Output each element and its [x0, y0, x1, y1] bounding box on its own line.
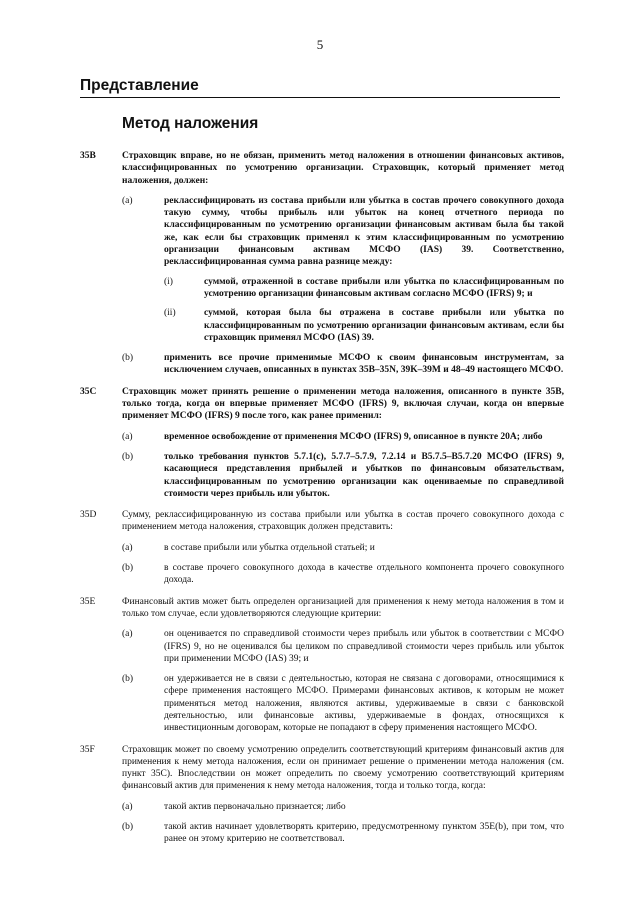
paragraph-number: 35B — [80, 151, 96, 161]
page-number: 5 — [316, 37, 324, 52]
paragraph-35e — [80, 596, 564, 735]
list-item-text: в составе прочего совокупного дохода в качестве отдельного компонента прочего совокупного дохода. — [164, 563, 564, 586]
sub-list-item — [164, 307, 564, 344]
list-item-label: (a) — [122, 542, 133, 553]
list-item — [122, 431, 564, 443]
list-item-label: (a) — [122, 195, 133, 206]
paragraph-text: Финансовый актив может быть определен организацией для применения к нему метода наложения в том и только том случае, если удовлетворяются следующие критерии: — [122, 596, 564, 619]
paragraph-35c — [80, 386, 564, 500]
document-body — [80, 150, 564, 855]
sub-list-item-text: суммой, отраженной в составе прибыли или убытка по классифицированным по усмотрению организации финансовым активам согласно МСФО (IFRS) 9; и — [204, 276, 564, 299]
list-item-label: (a) — [122, 431, 133, 442]
section-title: Представление — [80, 77, 199, 94]
list-item — [122, 451, 564, 500]
list-item-text: он удерживается не в связи с деятельностью, которая не связана с договорами, относящимися к сфере применения настоящего МСФО. Примерами финансовых активов, к которым не может применяться метод наложения, являются активы, удерживаемые в связи с банковской деятельностью, или финансовые активы, удерживаемые в фондах, относящихся к инвестиционным договорам, которые не попадают в сферу применения настоящего МСФО. — [164, 674, 564, 734]
list-item-text: только требования пунктов 5.7.1(c), 5.7.7–5.7.9, 7.2.14 и B5.7.5–B5.7.20 МСФО (IFRS) 9, касающиеся представления прибылей и убытков по финансовым обязательствам, классифицированным по усмотрению организации как оцениваемые по справедливой стоимости через прибыль или убыток. — [164, 451, 564, 499]
sub-list-item-label: (i) — [164, 276, 173, 287]
list-item-label: (b) — [122, 451, 134, 462]
list-item — [122, 562, 564, 587]
list-item — [122, 195, 564, 344]
sub-list-item-label: (ii) — [164, 308, 176, 319]
paragraph-35b — [80, 150, 564, 377]
list-item-label: (b) — [122, 674, 134, 685]
paragraph-number: 35F — [80, 744, 95, 755]
list-item — [122, 628, 564, 665]
paragraph-35f — [80, 744, 564, 846]
list-item-text: временное освобождение от применения МСФО (IFRS) 9, описанное в пункте 20A; либо — [164, 431, 543, 442]
paragraph-number: 35E — [80, 596, 96, 607]
list-item — [122, 821, 564, 846]
list-item-text: применить все прочие применимые МСФО к своим финансовым инструментам, за исключением случаев, описанных в пунктах 35B–35N, 39K–39M и 48–49 настоящего МСФО. — [164, 353, 564, 376]
paragraph-text: Сумму, реклассифицированную из состава прибыли или убытка в состав прочего совокупного дохода с применением метода наложения, страховщик должен представить: — [122, 510, 564, 533]
paragraph-number: 35D — [80, 510, 97, 521]
sub-list-item — [164, 276, 564, 301]
paragraph-text: Страховщик может по своему усмотрению определить соответствующий критериям финансовый актив для применения к нему метода наложения, если он принимает решение о применении метода наложения (см. пункт 35C). Впоследствии он может определить по своему усмотрению соответствующий критериям финансовый актив для применения к нему метода наложения, тогда и только тогда, когда: — [122, 744, 564, 792]
list-item — [122, 352, 564, 377]
list-item-text: реклассифицировать из состава прибыли или убытка в состав прочего совокупного дохода такую сумму, чтобы прибыль или убыток на конец отчетного периода по классифицированным по усмотрению организации финансовым активам была бы такой же, как если бы страховщик применял к этим классифицированным по усмотрению организации финансовым активам МСФО (IAS) 39. Соответственно, реклассифицированная сумма равна разнице между: — [164, 195, 564, 268]
list-item-text: в составе прибыли или убытка отдельной статьей; и — [164, 542, 375, 553]
list-item-text: он оценивается по справедливой стоимости через прибыль или убыток в соответствии с МСФО (IFRS) 9, но не оценивался бы целиком по справедливой стоимости через прибыль или убыток при применении МСФО (IAS) 39; и — [164, 629, 564, 664]
list-item-label: (a) — [122, 629, 133, 640]
section-divider — [80, 97, 560, 98]
list-item — [122, 542, 564, 554]
list-item-label: (b) — [122, 822, 134, 833]
paragraph-text: Страховщик вправе, но не обязан, применить метод наложения в отношении финансовых активов, классифицированных по усмотрению организации. Страховщик, который применяет метод наложения, должен: — [122, 151, 564, 186]
paragraph-35d — [80, 509, 564, 586]
paragraph-number: 35C — [80, 386, 97, 397]
list-item-label: (b) — [122, 563, 134, 574]
list-item-label: (a) — [122, 801, 133, 812]
list-item — [122, 673, 564, 734]
sub-title: Метод наложения — [122, 115, 259, 132]
sub-list-item-text: суммой, которая была бы отражена в составе прибыли или убытка по классифицированным по усмотрению организации финансовым активам, если бы страховщик применял МСФО (IAS) 39. — [204, 308, 564, 343]
list-item-text: такой актив начинает удовлетворять критерию, предусмотренному пунктом 35E(b), при том, что ранее он этому критерию не соответствовал. — [164, 822, 564, 845]
paragraph-text: Страховщик может принять решение о применении метода наложения, описанного в пункте 35B, только тогда, когда он впервые применяет МСФО (IFRS) 9, включая случаи, когда он впервые применяет МСФО (IFRS) 9 после того, как ранее применил: — [122, 386, 564, 422]
list-item-label: (b) — [122, 353, 134, 364]
list-item-text: такой актив первоначально признается; либо — [164, 801, 346, 812]
list-item — [122, 801, 564, 813]
